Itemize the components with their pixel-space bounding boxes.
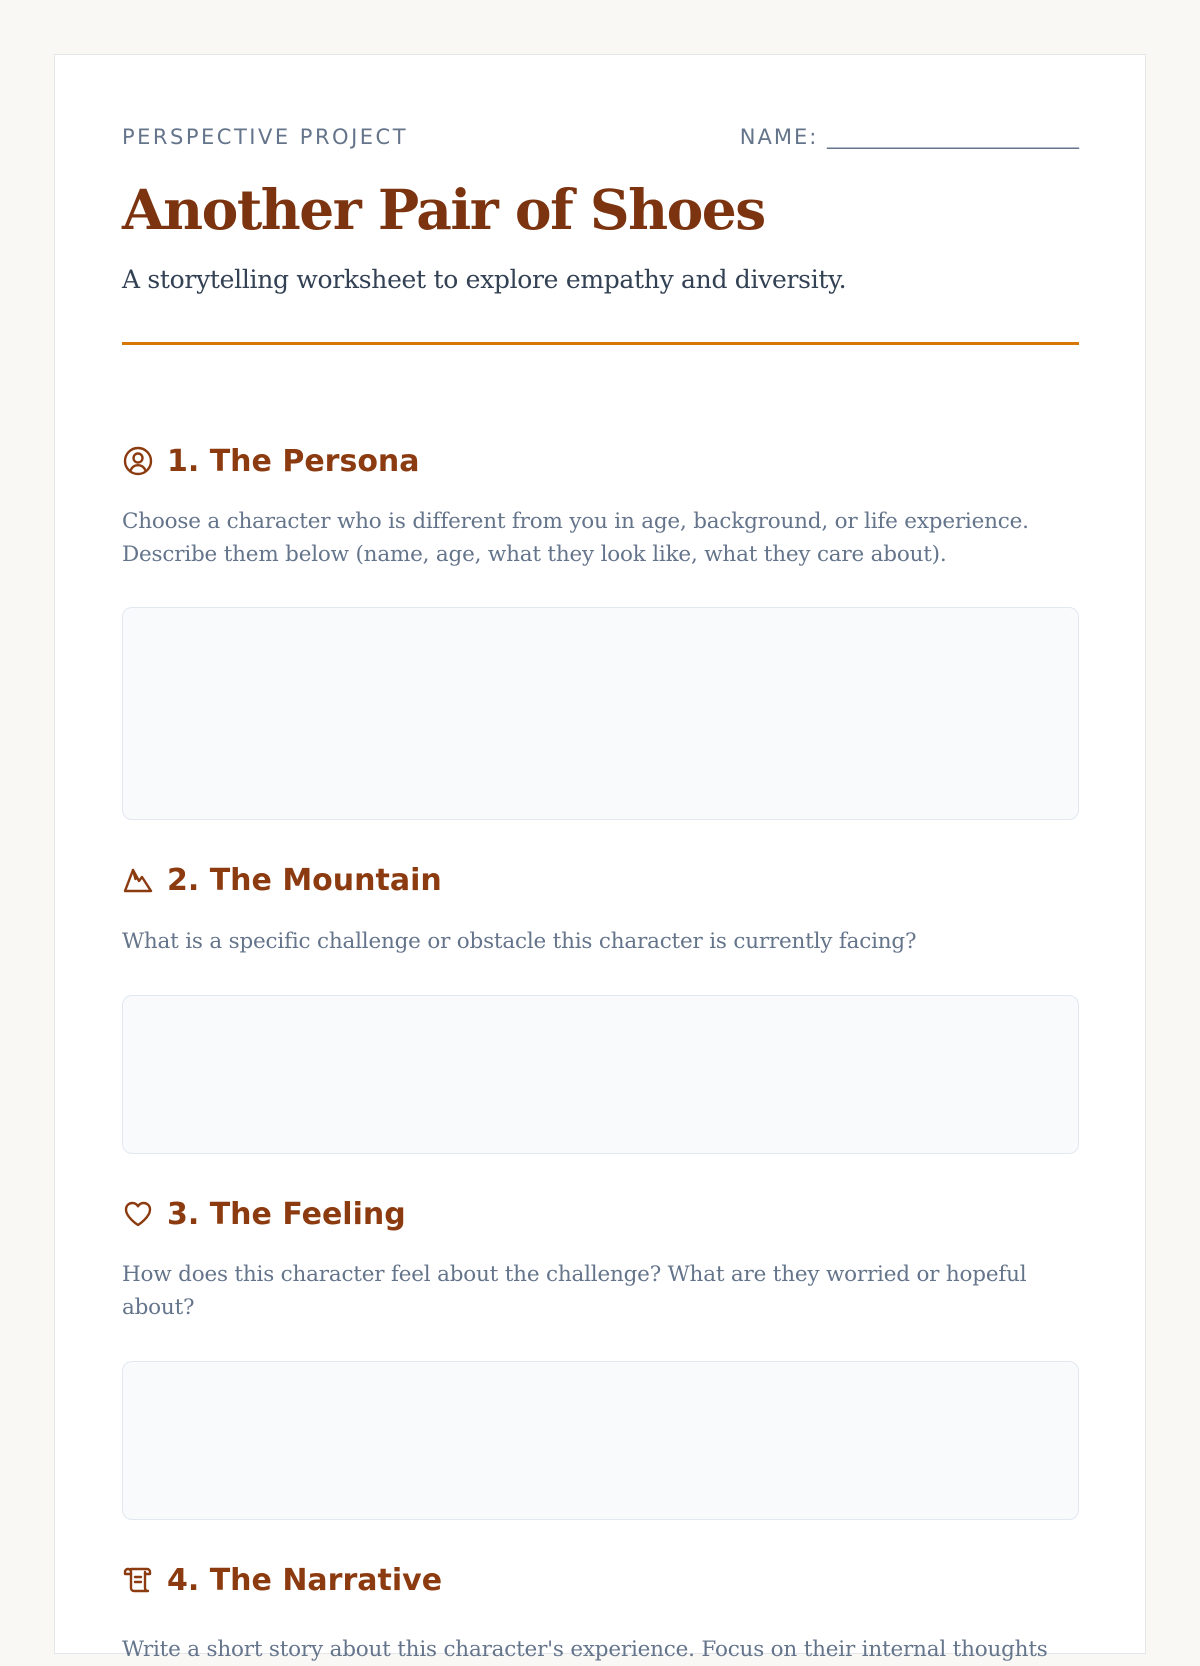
section-mountain-prompt: What is a specific challenge or obstacle this character is currently facing? [122,929,917,954]
name-line [740,125,1079,149]
section-narrative-prompt: Write a short story about this character's experience. Focus on their internal thoughts [122,1637,1048,1662]
worksheet-header [122,125,1079,155]
section-feeling-prompt: How does this character feel about the challenge? What are they worried or hopeful about? [122,1262,1027,1320]
header-divider [122,342,1079,345]
worksheet-page [54,54,1146,1662]
section-persona-heading [122,441,420,481]
name-blank[interactable]: ________________________ [827,125,1079,149]
section-feeling-heading [122,1194,406,1234]
page-subtitle: A storytelling worksheet to explore empathy and diversity. [122,265,847,294]
section-mountain-title: 2. The Mountain [167,862,442,898]
section-narrative-title: 4. The Narrative [167,1562,443,1598]
page-title: Another Pair of Shoes [122,177,765,242]
section-persona-prompt: Choose a character who is different from you in age, background, or life experience. Describe them below (name, age, what they look like, what they care about). [122,509,1029,567]
project-label: PERSPECTIVE PROJECT [122,125,409,149]
persona-answer-box[interactable] [122,607,1079,820]
section-mountain-heading [122,860,442,900]
mountain-answer-box[interactable] [122,995,1079,1154]
scroll-icon [122,1564,154,1596]
name-label: NAME: [739,125,819,149]
feeling-answer-box[interactable] [122,1361,1079,1520]
user-circle-icon [122,445,154,477]
section-persona-title: 1. The Persona [167,443,420,479]
mountain-icon [122,864,154,896]
section-feeling-title: 3. The Feeling [167,1196,406,1232]
heart-icon [122,1198,154,1230]
section-narrative-heading [122,1560,442,1600]
